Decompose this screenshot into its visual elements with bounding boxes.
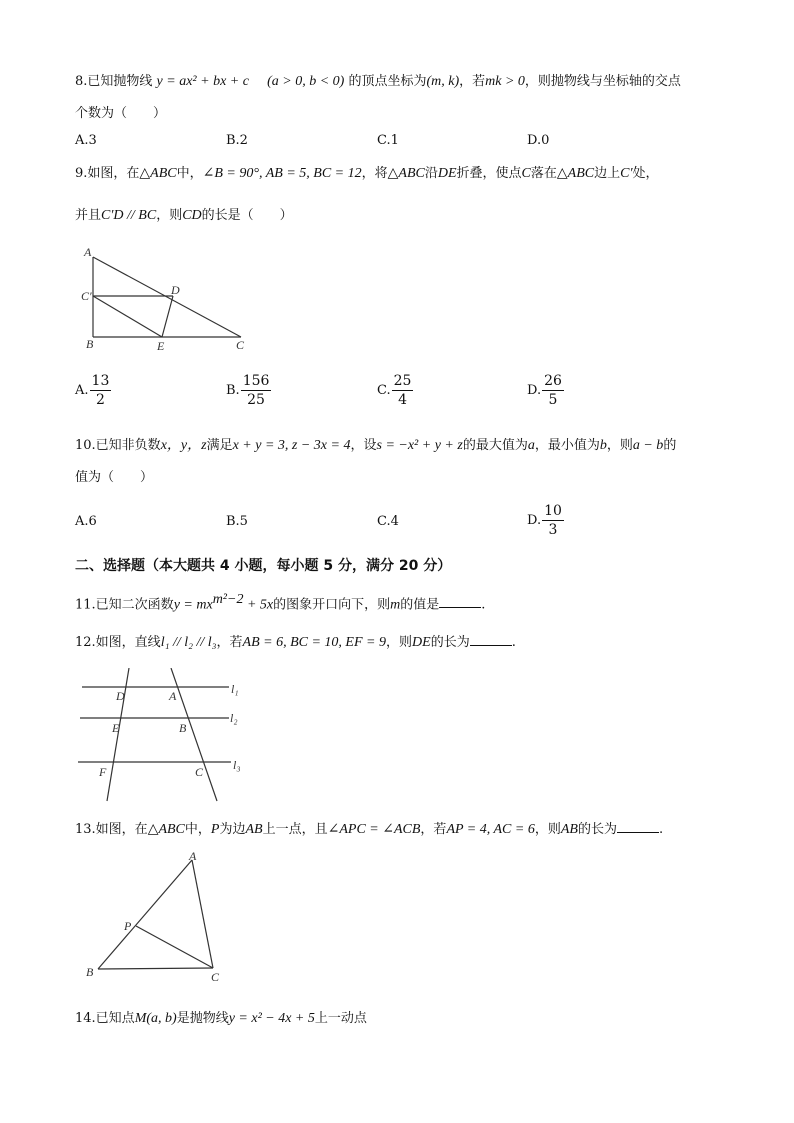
q10-option-c: C.4 xyxy=(377,514,399,529)
q13-label-p: P xyxy=(124,919,132,933)
q9-point-cp: C′ xyxy=(620,166,633,181)
q12-label-l3: l₃ xyxy=(233,758,241,772)
q10-a: a xyxy=(527,438,535,453)
q8-option-a: A.3 xyxy=(75,133,97,148)
q9-text3: 沿 xyxy=(424,166,438,181)
q9-de: DE xyxy=(437,166,457,181)
q9-label-d: D xyxy=(171,283,180,297)
q9-triangle2: △ABC xyxy=(387,166,425,181)
q9-option-c-den: 4 xyxy=(398,392,407,408)
q9-label-b: B xyxy=(86,337,94,351)
q9-line-cpe xyxy=(93,296,162,337)
q10-option-d-den: 3 xyxy=(548,522,558,538)
q9-line1 xyxy=(75,164,659,184)
q9-option-c-num: 25 xyxy=(393,373,412,389)
q9-given: ∠B = 90°, AB = 5, BC = 12 xyxy=(202,166,362,181)
q11-end: . xyxy=(481,597,486,613)
q8-option-d: D.0 xyxy=(527,133,550,148)
q8-text2: ，若 xyxy=(459,74,486,89)
q10-option-a: A.6 xyxy=(75,514,97,529)
q10-option-d xyxy=(527,502,564,539)
q10-option-d-num: 10 xyxy=(544,503,562,519)
q13-label-c: C xyxy=(211,970,220,984)
q9-option-b xyxy=(226,372,271,409)
q9-option-b-den: 25 xyxy=(247,392,265,408)
q11-answer-blank[interactable] xyxy=(439,593,481,608)
q13-figure xyxy=(82,848,232,986)
q8-vertex: (m, k) xyxy=(426,74,460,89)
q12-label-f: F xyxy=(99,765,107,779)
q8-condition: (a > 0, b < 0) xyxy=(267,74,345,89)
q9-line-ac xyxy=(93,257,241,337)
q9-line2 xyxy=(75,206,293,226)
q9-option-d xyxy=(527,372,564,409)
q9-option-c xyxy=(377,372,413,409)
q11-func2: + 5x xyxy=(243,597,274,613)
q13-ab2: AB xyxy=(560,822,578,837)
q9-triangle3: △ABC xyxy=(556,166,595,181)
q11-m: m xyxy=(390,597,401,613)
q11-exponent: m²−2 xyxy=(212,592,244,607)
q8-text: 的顶点坐标为 xyxy=(348,74,427,89)
q12-de: DE xyxy=(412,635,431,650)
q13-end: . xyxy=(658,822,664,837)
q13-text: 中， xyxy=(184,822,211,837)
q13-p: P xyxy=(210,822,220,837)
q12-label-e: E xyxy=(112,721,120,735)
q14-line xyxy=(75,1009,367,1029)
q13-text4: ，若 xyxy=(420,822,447,837)
q10-s: s = −x² + y + z xyxy=(376,438,463,453)
q8-line2: 个数为（ ） xyxy=(75,106,167,121)
q9-text: 中， xyxy=(176,166,203,181)
q12-figure xyxy=(76,668,256,806)
q13-label-b: B xyxy=(86,965,94,979)
q13-line xyxy=(75,818,663,840)
q11-text: 的图象开口向下，则 xyxy=(273,597,391,613)
q9-option-d-den: 5 xyxy=(548,392,558,408)
q11-lead: 11.已知二次函数 xyxy=(75,597,174,613)
q9-label-cp: C′ xyxy=(81,289,92,303)
q10-option-b: B.5 xyxy=(226,514,248,529)
q9-triangle: △ABC xyxy=(139,166,177,181)
q13-triangle: △ABC xyxy=(147,822,185,837)
q11-line xyxy=(75,590,485,615)
q12-answer-blank[interactable] xyxy=(470,631,512,646)
q8-text3: ，则抛物线与坐标轴的交点 xyxy=(524,74,681,89)
q12-text3: 的长为 xyxy=(430,635,470,650)
q13-line-ab xyxy=(98,860,192,969)
q9-text6: 边上 xyxy=(594,166,621,181)
q14-text: 是抛物线 xyxy=(176,1011,229,1026)
q9-option-d-num: 26 xyxy=(544,373,562,389)
q10-line1 xyxy=(75,436,676,456)
q9-option-b-num: 156 xyxy=(242,373,270,389)
q9-option-c-prefix: C. xyxy=(377,383,391,398)
q9-option-a-den: 2 xyxy=(95,392,105,408)
q8-line1 xyxy=(75,72,681,92)
q12-text2: ，则 xyxy=(386,635,413,650)
q13-text5: ，则 xyxy=(534,822,561,837)
q10-condition: x + y = 3, z − 3x = 4 xyxy=(232,438,351,453)
q14-func: y = x² − 4x + 5 xyxy=(228,1011,315,1026)
q9-text8: 并且 xyxy=(75,208,102,223)
q13-text3: 上一点，且 xyxy=(262,822,328,837)
q12-text: ，若 xyxy=(216,635,243,650)
q10-text: 满足 xyxy=(206,438,233,453)
q8-condition2: mk > 0 xyxy=(485,74,525,89)
q9-text7: 处， xyxy=(632,166,659,181)
q9-label-c: C xyxy=(236,338,245,352)
q12-label-l1: l₁ xyxy=(231,682,239,696)
q13-given: AP = 4, AC = 6 xyxy=(446,822,535,837)
q13-label-a: A xyxy=(189,849,197,863)
q10-b: b xyxy=(599,438,607,453)
q12-label-a: A xyxy=(169,689,177,703)
q13-text2: 为边 xyxy=(219,822,246,837)
q10-vars: x，y，z xyxy=(160,438,207,453)
q8-equation: y = ax² + bx + c xyxy=(156,74,249,89)
q9-line-de xyxy=(162,296,173,337)
q9-parallel: C′D // BC xyxy=(101,208,157,223)
q9-text10: 的长是（ ） xyxy=(201,208,293,223)
q9-lead: 9.如图，在 xyxy=(75,166,140,181)
q9-point-c: C xyxy=(521,166,531,181)
q9-option-b-prefix: B. xyxy=(226,383,240,398)
q14-text2: 上一动点 xyxy=(314,1011,367,1026)
q13-angle: ∠APC = ∠ACB xyxy=(327,822,421,837)
q9-cd: CD xyxy=(182,208,202,223)
q9-text5: 落在 xyxy=(530,166,557,181)
q10-text3: 的最大值为 xyxy=(462,438,528,453)
q9-figure xyxy=(78,240,258,352)
q9-option-a-prefix: A. xyxy=(75,383,89,398)
q14-lead: 14.已知点 xyxy=(75,1011,135,1026)
q13-ab: AB xyxy=(245,822,263,837)
q9-option-a-num: 13 xyxy=(91,373,110,389)
q8-lead: 8.已知抛物线 xyxy=(75,74,153,89)
q13-answer-blank[interactable] xyxy=(617,818,659,833)
q13-text6: 的长为 xyxy=(577,822,617,837)
q12-label-b: B xyxy=(179,721,187,735)
q14-point: M(a, b) xyxy=(134,1011,177,1026)
q12-line xyxy=(75,631,516,653)
q13-lead: 13.如图，在 xyxy=(75,822,148,837)
q12-lead: 12.如图，直线 xyxy=(75,635,161,650)
q10-text2: ，设 xyxy=(350,438,377,453)
q12-label-c: C xyxy=(195,765,204,779)
q12-given: AB = 6, BC = 10, EF = 9 xyxy=(242,635,386,650)
q8-option-b: B.2 xyxy=(226,133,248,148)
q9-label-e: E xyxy=(157,339,165,352)
q13-line-ac xyxy=(192,860,213,968)
q10-lead: 10.已知非负数 xyxy=(75,438,161,453)
q12-transversal-right xyxy=(171,668,217,801)
q10-line2: 值为（ ） xyxy=(75,470,154,485)
q10-text6: 的 xyxy=(663,438,677,453)
q13-line-bc xyxy=(98,968,213,969)
q13-line-pc xyxy=(136,926,213,968)
section-title: 二、选择题（本大题共 4 小题，每小题 5 分，满分 20 分） xyxy=(75,558,452,574)
q9-option-d-prefix: D. xyxy=(527,383,542,398)
q10-a-minus-b: a − b xyxy=(632,438,664,453)
q10-text5: ，则 xyxy=(606,438,633,453)
q9-option-a xyxy=(75,372,111,409)
q9-text4: 折叠，使点 xyxy=(456,166,522,181)
q10-text4: ，最小值为 xyxy=(534,438,600,453)
q12-label-d: D xyxy=(116,689,125,703)
q9-text2: ，将 xyxy=(361,166,388,181)
q11-func: y = mx xyxy=(173,597,213,613)
q10-option-d-prefix: D. xyxy=(527,513,542,528)
q9-text9: ，则 xyxy=(156,208,183,223)
q12-lines: l₁ // l₂ // l₃ xyxy=(160,635,217,650)
q11-text2: 的值是 xyxy=(400,597,440,613)
q12-label-l2: l₂ xyxy=(230,711,238,725)
q9-label-a: A xyxy=(84,245,92,259)
q8-option-c: C.1 xyxy=(377,133,399,148)
q12-end: . xyxy=(511,635,516,650)
